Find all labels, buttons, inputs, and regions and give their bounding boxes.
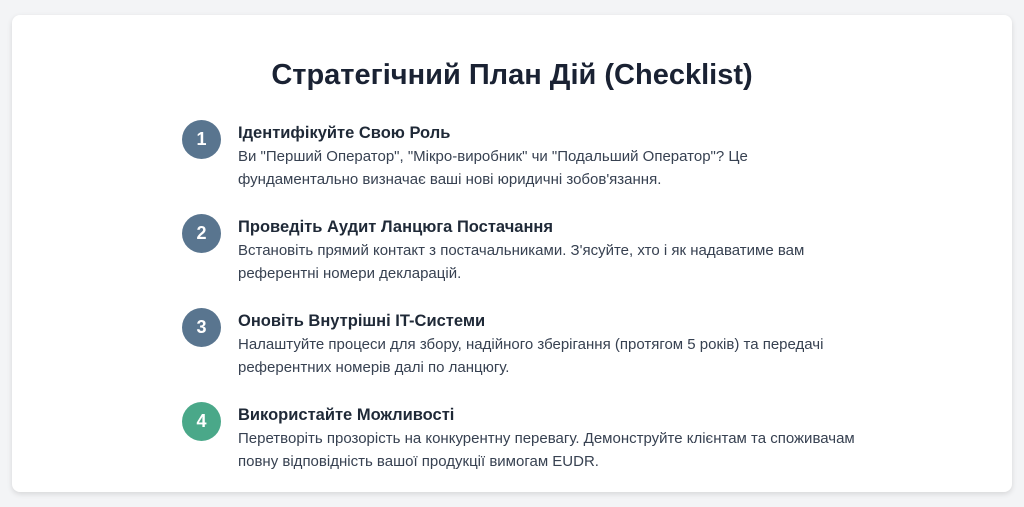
step-description: Ви "Перший Оператор", "Мікро-виробник" чи "Подальший Оператор"? Це фундаментально визначає ваші нові юридичні зобов'язання.	[238, 148, 748, 188]
step-description: Встановіть прямий контакт з постачальниками. З'ясуйте, хто і як надаватиме вам референтні номери декларацій.	[238, 242, 805, 282]
list-item	[182, 402, 862, 496]
list-item	[182, 308, 862, 402]
checklist-card	[12, 15, 1012, 492]
step-heading: Проведіть Аудит Ланцюга Постачання	[238, 218, 554, 236]
step-heading: Оновіть Внутрішні IT-Системи	[238, 312, 486, 330]
checklist	[182, 120, 862, 496]
page-title: Стратегічний План Дій (Checklist)	[271, 59, 753, 91]
step-description: Налаштуйте процеси для збору, надійного зберігання (протягом 5 років) та передачі референтних номерів далі по ланцюгу.	[238, 336, 824, 376]
step-number-badge: 2	[182, 214, 221, 253]
list-item	[182, 120, 862, 214]
step-description: Перетворіть прозорість на конкурентну перевагу. Демонструйте клієнтам та споживачам повну відповідність вашої продукції вимогам EUDR.	[238, 430, 855, 470]
step-heading: Використайте Можливості	[238, 406, 455, 424]
list-item	[182, 214, 862, 308]
step-number-badge: 3	[182, 308, 221, 347]
step-number-badge: 4	[182, 402, 221, 441]
step-heading: Ідентифікуйте Свою Роль	[238, 124, 451, 142]
step-number-badge: 1	[182, 120, 221, 159]
